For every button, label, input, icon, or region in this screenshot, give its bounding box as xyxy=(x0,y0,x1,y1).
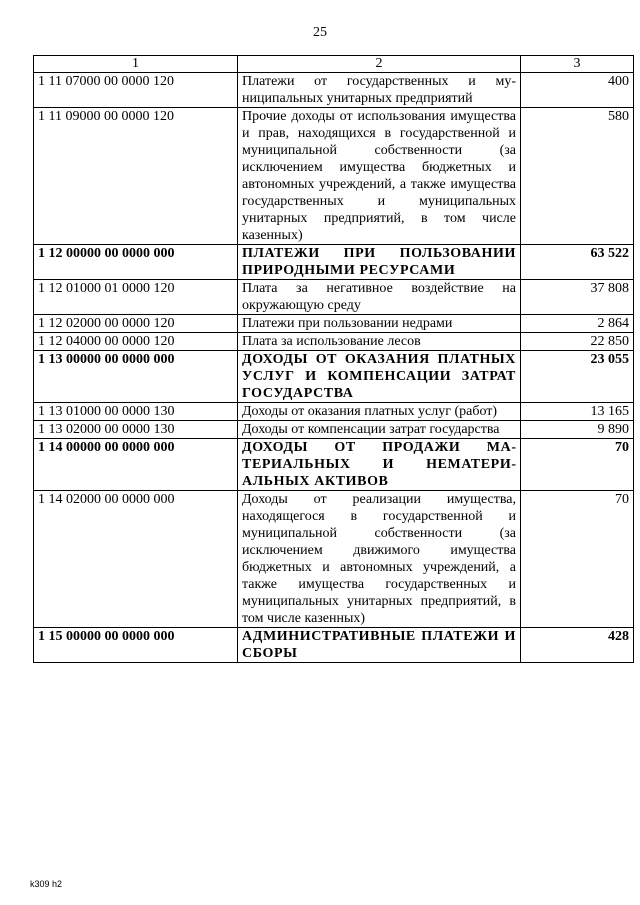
amount: 22 850 xyxy=(521,333,634,351)
income-name: Доходы от реализации имущества, находящегося в государственной и муниципальной собственности (за исключением движимого имущества бюджетных и автономных учреждений, а также имущества государственных и муниципальных унитарных предприятий, в том числе казенных) xyxy=(238,491,521,628)
table-row xyxy=(34,403,634,421)
column-header-3: 3 xyxy=(521,56,634,73)
table-row xyxy=(34,333,634,351)
table-header-row xyxy=(34,56,634,73)
table-row-section xyxy=(34,245,634,280)
table-row xyxy=(34,108,634,245)
table-row xyxy=(34,73,634,108)
classification-code: 1 13 00000 00 0000 000 xyxy=(34,351,238,403)
table-row-section xyxy=(34,628,634,663)
classification-code: 1 13 01000 00 0000 130 xyxy=(34,403,238,421)
amount: 400 xyxy=(521,73,634,108)
classification-code: 1 12 04000 00 0000 120 xyxy=(34,333,238,351)
classification-code: 1 15 00000 00 0000 000 xyxy=(34,628,238,663)
income-name: ПЛАТЕЖИ ПРИ ПОЛЬЗОВАНИИ ПРИРОДНЫМИ РЕСУРСАМИ xyxy=(238,245,521,280)
document-footer-code: k309 h2 xyxy=(30,879,63,889)
income-name: Плата за использование лесов xyxy=(238,333,521,351)
income-name: Плата за негативное воздействие на окружающую среду xyxy=(238,280,521,315)
amount: 63 522 xyxy=(521,245,634,280)
table-row xyxy=(34,280,634,315)
amount: 428 xyxy=(521,628,634,663)
income-name: Платежи от государственных и муниципальных унитарных предприятий xyxy=(238,73,521,108)
income-name: Платежи при пользовании недрами xyxy=(238,315,521,333)
amount: 9 890 xyxy=(521,421,634,439)
classification-code: 1 11 09000 00 0000 120 xyxy=(34,108,238,245)
income-name: Прочие доходы от использования имущества и прав, находящихся в государственной и муниципальной собственности (за исключением имущества бюджетных и автономных учреждений, а также имущества государственных и муниципальных унитарных предприятий, в том числе казенных) xyxy=(238,108,521,245)
column-header-1: 1 xyxy=(34,56,238,73)
column-header-2: 2 xyxy=(238,56,521,73)
page-number: 25 xyxy=(313,25,327,40)
table-row xyxy=(34,491,634,628)
income-name: ДОХОДЫ ОТ ОКАЗАНИЯ ПЛАТНЫХ УСЛУГ И КОМПЕНСАЦИИ ЗАТРАТ ГОСУДАРСТВА xyxy=(238,351,521,403)
budget-table xyxy=(33,55,634,663)
income-name: Доходы от оказания платных услуг (работ) xyxy=(238,403,521,421)
table-row-section xyxy=(34,351,634,403)
amount: 23 055 xyxy=(521,351,634,403)
classification-code: 1 13 02000 00 0000 130 xyxy=(34,421,238,439)
amount: 580 xyxy=(521,108,634,245)
income-name: Доходы от компенсации затрат государства xyxy=(238,421,521,439)
table-row xyxy=(34,421,634,439)
amount: 2 864 xyxy=(521,315,634,333)
income-name: АДМИНИСТРАТИВНЫЕ ПЛАТЕЖИ И СБОРЫ xyxy=(238,628,521,663)
classification-code: 1 12 02000 00 0000 120 xyxy=(34,315,238,333)
amount: 37 808 xyxy=(521,280,634,315)
table-row xyxy=(34,315,634,333)
table-row-section xyxy=(34,439,634,491)
income-name: ДОХОДЫ ОТ ПРОДАЖИ МАТЕРИАЛЬНЫХ И НЕМАТЕРИАЛЬНЫХ АКТИВОВ xyxy=(238,439,521,491)
amount: 70 xyxy=(521,491,634,628)
amount: 70 xyxy=(521,439,634,491)
amount: 13 165 xyxy=(521,403,634,421)
classification-code: 1 12 01000 01 0000 120 xyxy=(34,280,238,315)
classification-code: 1 14 02000 00 0000 000 xyxy=(34,491,238,628)
classification-code: 1 12 00000 00 0000 000 xyxy=(34,245,238,280)
classification-code: 1 11 07000 00 0000 120 xyxy=(34,73,238,108)
classification-code: 1 14 00000 00 0000 000 xyxy=(34,439,238,491)
